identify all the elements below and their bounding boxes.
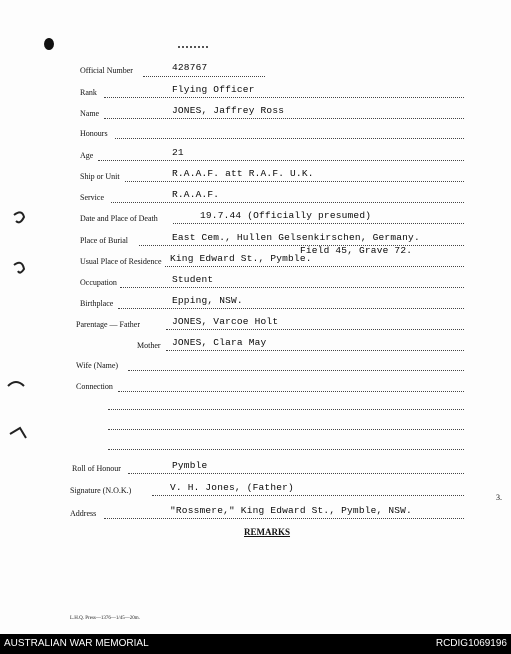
address-label: Address <box>70 509 97 518</box>
official-number-label: Official Number <box>80 66 133 75</box>
ship-unit-label: Ship or Unit <box>80 172 120 181</box>
service-value: R.A.A.F. <box>172 189 220 200</box>
burial-label: Place of Burial <box>80 236 128 245</box>
connection-label: Connection <box>76 382 113 391</box>
death-value: 19.7.44 (Officially presumed) <box>200 210 372 221</box>
address-value: "Rossmere," King Edward St., Pymble, NSW. <box>170 505 412 516</box>
residence-value: King Edward St., Pymble. <box>170 253 312 264</box>
ship-unit-line <box>125 181 464 182</box>
printer-imprint: L.H.Q. Press—1376—1/45—20m. <box>70 616 140 621</box>
rank-line <box>104 97 464 98</box>
connection-line-4 <box>108 449 464 450</box>
name-value: JONES, Jaffrey Ross <box>172 105 285 116</box>
margin-scribble-mark <box>10 205 30 295</box>
footer-source: AUSTRALIAN WAR MEMORIAL <box>4 638 149 649</box>
rank-label: Rank <box>80 88 97 97</box>
mother-label: Mother <box>137 341 161 350</box>
service-line <box>111 202 464 203</box>
occupation-label: Occupation <box>80 278 117 287</box>
occupation-line <box>120 287 464 288</box>
mother-line <box>166 350 464 351</box>
wife-label: Wife (Name) <box>76 361 119 370</box>
birthplace-value: Epping, NSW. <box>172 295 243 306</box>
punch-hole-mark <box>44 38 54 50</box>
burial-value-2: Field 45, Grave 72. <box>300 245 413 256</box>
mother-value: JONES, Clara May <box>172 337 267 348</box>
roll-of-honour-label: Roll of Honour <box>72 464 121 473</box>
connection-line-2 <box>108 409 464 410</box>
age-value: 21 <box>172 147 184 158</box>
service-label: Service <box>80 193 104 202</box>
father-line <box>166 329 464 330</box>
roll-of-honour-value: Pymble <box>172 460 208 471</box>
residence-label: Usual Place of Residence <box>80 257 162 266</box>
honours-line <box>115 138 464 139</box>
remarks-heading: REMARKS <box>244 527 291 537</box>
signature-value: V. H. Jones, (Father) <box>170 482 294 493</box>
signature-line <box>152 495 464 496</box>
honours-label: Honours <box>80 129 108 138</box>
age-label: Age <box>80 151 94 160</box>
death-label: Date and Place of Death <box>80 214 158 223</box>
occupation-value: Student <box>172 274 214 285</box>
connection-line-3 <box>108 429 464 430</box>
official-number-line <box>143 76 265 77</box>
official-number-value: 428767 <box>172 62 208 73</box>
residence-line <box>165 266 464 267</box>
death-line <box>173 223 464 224</box>
age-line <box>98 160 464 161</box>
ink-speck-mark <box>178 46 208 50</box>
footer-reference-id: RCDIG1069196 <box>435 638 507 649</box>
birthplace-line <box>118 308 464 309</box>
birthplace-label: Birthplace <box>80 299 114 308</box>
father-label: Parentage — Father <box>76 320 140 329</box>
father-value: JONES, Varcoe Holt <box>172 316 279 327</box>
address-line <box>104 518 464 519</box>
ship-unit-value: R.A.A.F. att R.A.F. U.K. <box>172 168 314 179</box>
signature-label: Signature (N.O.K.) <box>70 486 132 495</box>
rank-value: Flying Officer <box>172 84 255 95</box>
name-line <box>104 118 464 119</box>
roll-of-honour-line <box>128 473 464 474</box>
margin-scribble-mark-2 <box>6 378 30 458</box>
burial-value: East Cem., Hullen Gelsenkirschen, Germany. <box>172 232 420 243</box>
name-label: Name <box>80 109 100 118</box>
wife-line <box>128 370 464 371</box>
margin-mark-right: 3. <box>496 493 502 502</box>
connection-line-1 <box>118 391 464 392</box>
